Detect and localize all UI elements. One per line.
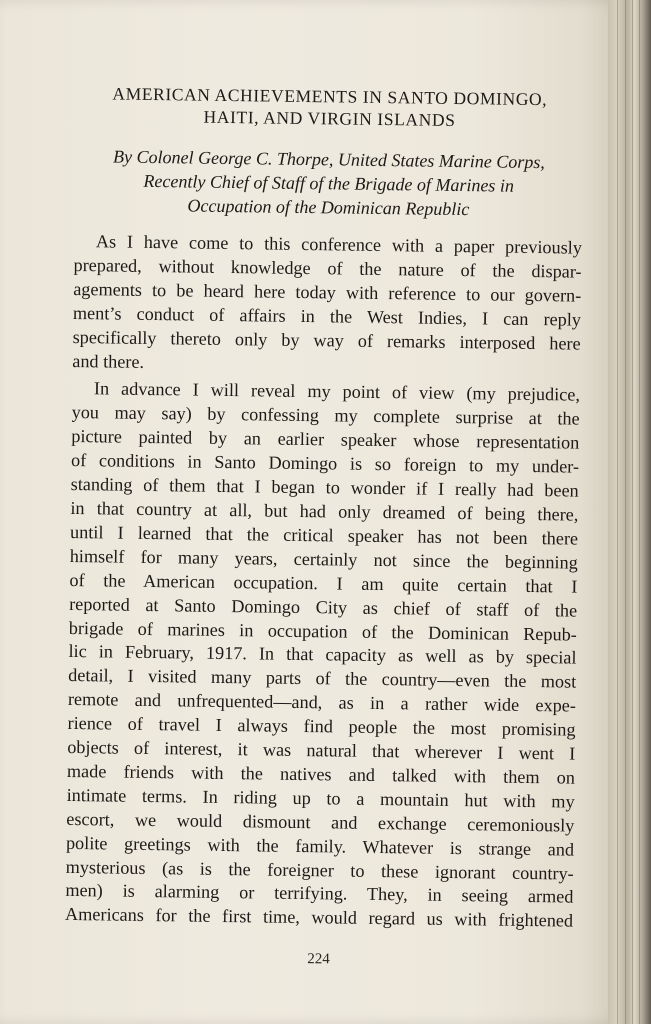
text-line: of the American occupation. I am quite certain that I: [69, 569, 578, 597]
text-line: mysterious (as is the foreigner to these ignorant country-: [65, 856, 574, 884]
text-line: polite greetings with the family. Whatever is strange and: [65, 832, 575, 860]
text-line: specifically thereto only by way of remarks interposed here: [72, 326, 581, 354]
text-line: you may say) by confessing my complete surprise at the: [71, 402, 580, 429]
text-line: picture painted by an earlier speaker whose representation: [71, 426, 580, 453]
page-edge-line: [639, 0, 640, 1024]
paragraph-2: [65, 377, 580, 933]
text-line: objects of interest, it was natural that wherever I went I: [67, 736, 576, 764]
page-edge-line: [632, 0, 633, 1024]
text-line: ment’s conduct of affairs in the West Indies, I can reply: [72, 302, 582, 330]
article-title-line-1: AMERICAN ACHIEVEMENTS IN SANTO DOMINGO,: [112, 83, 548, 110]
text-line: of conditions in Santo Domingo is so foreign to my under-: [70, 450, 580, 477]
article-body: [65, 230, 582, 934]
text-line: until I learned that the critical speaker has not been there: [69, 521, 579, 549]
text-line: reported at Santo Domingo City as chief of staff of the: [69, 593, 578, 621]
article-title: [75, 82, 584, 133]
text-line: himself for many years, certainly not since the beginning: [69, 545, 578, 573]
text-line: rience of travel I always find people the most promising: [67, 713, 576, 740]
text-line: agements to be heard here today with reference to our govern-: [73, 278, 582, 306]
text-line: In advance I will reveal my point of view (my prejudice,: [93, 378, 581, 406]
text-line: detail, I visited many parts of the country—even the most: [68, 665, 577, 692]
page-edge-line: [617, 0, 618, 1024]
text-line: As I have come to this conference with a paper previously: [95, 231, 583, 258]
text-line: prepared, without knowledge of the nature of the dispar-: [73, 254, 582, 282]
byline-line-3: Occupation of the Dominican Republic: [187, 195, 470, 220]
paragraph-1: [72, 230, 582, 380]
page-number: 224: [307, 951, 330, 968]
byline-line-2: Recently Chief of Staff of the Brigade of Marines in: [143, 170, 515, 196]
page-edges: [608, 0, 651, 1024]
byline-line-1: By Colonel George C. Thorpe, United States Marine Corps,: [112, 146, 546, 173]
text-line: standing of them that I began to wonder if I really had been: [70, 474, 579, 501]
text-line: remote and unfrequented—and, as in a rather wide expe-: [67, 689, 577, 716]
article-title-line-2: HAITI, AND VIRGIN ISLANDS: [203, 106, 456, 130]
text-line: made friends with the natives and talked with them on: [66, 760, 576, 788]
text-line: brigade of marines in occupation of the Dominican Repub-: [68, 617, 577, 645]
page-edge-line: [625, 0, 626, 1024]
author-byline: [74, 144, 583, 223]
text-line: lic in February, 1917. In that capacity as well as by special: [68, 641, 577, 669]
page-text-block: [64, 82, 584, 968]
text-line: intimate terms. In riding up to a mountain hut with my: [66, 784, 575, 812]
text-line: men) is alarming or terrifying. They, in seeing armed: [65, 880, 574, 908]
text-line: in that country at all, but had only dreamed of being there,: [70, 497, 579, 525]
text-line: Americans for the first time, would regard us with frightened: [64, 904, 574, 931]
text-line: escort, we would dismount and exchange ceremoniously: [66, 808, 575, 836]
text-line: and there.: [72, 350, 145, 372]
